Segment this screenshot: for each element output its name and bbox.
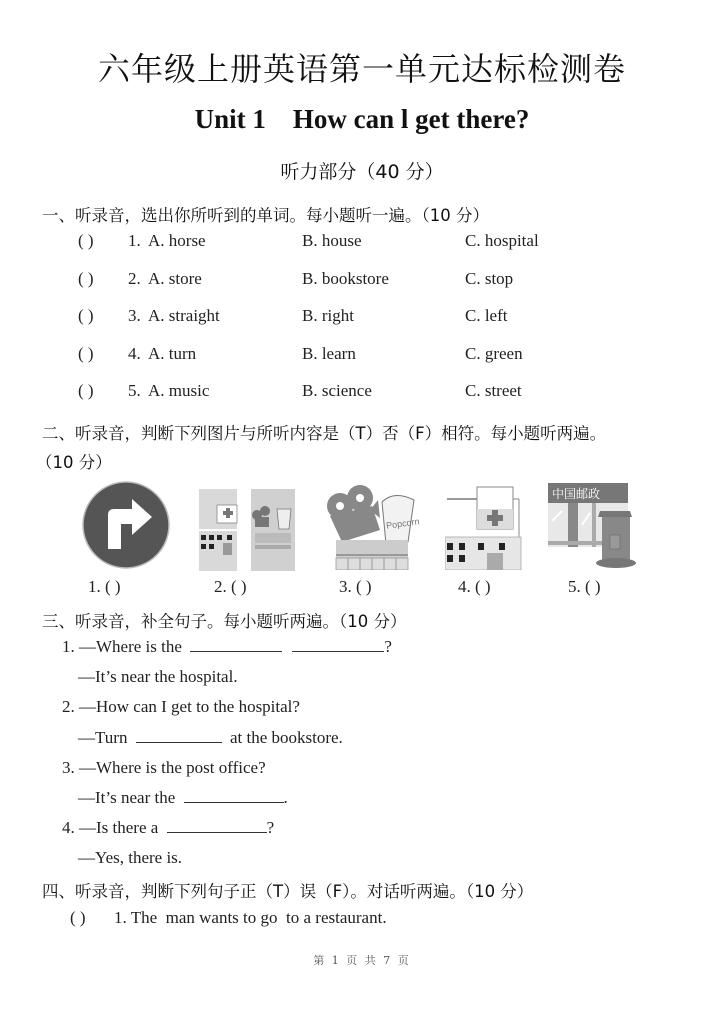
section3-heading: 三、听录音，补全句子。每小题听两遍。（10 分） bbox=[42, 612, 407, 631]
page-title-english: Unit 1 How can l get there? bbox=[194, 104, 530, 134]
post-office-icon bbox=[548, 481, 658, 571]
section4-item-1 bbox=[70, 908, 670, 928]
listening-part-title: 听力部分（40 分） bbox=[280, 161, 444, 183]
option-a: A. store bbox=[148, 269, 202, 288]
answer-blank[interactable] bbox=[184, 788, 284, 803]
picture-2-label[interactable]: 2. ( ) bbox=[214, 577, 247, 596]
option-c: C. stop bbox=[465, 269, 514, 288]
option-a: A. straight bbox=[148, 306, 220, 325]
option-b: B. science bbox=[302, 381, 372, 400]
section1-question-5 bbox=[78, 381, 678, 401]
section4-heading: 四、听录音，判断下列句子正（T）误（F）。对话听两遍。（10 分） bbox=[42, 882, 534, 901]
section3-item-3-question: 3. —Where is the post office? bbox=[62, 758, 266, 777]
page-number: 第 1 页 共 7 页 bbox=[313, 954, 411, 967]
cinema-icon bbox=[322, 484, 420, 570]
section3-item-1-question bbox=[62, 637, 392, 657]
section1-question-2 bbox=[78, 269, 678, 289]
option-c: C. left bbox=[465, 306, 508, 325]
section1-question-1 bbox=[78, 231, 678, 251]
picture-1-label[interactable]: 1. ( ) bbox=[88, 577, 121, 596]
answer-paren[interactable]: ( ) bbox=[78, 381, 94, 400]
option-a: A. horse bbox=[148, 231, 206, 250]
answer-blank[interactable] bbox=[190, 637, 282, 652]
question-number: 1. bbox=[128, 231, 141, 250]
section2-heading-line1: 二、听录音，判断下列图片与所听内容是（T）否（F）相符。每小题听两遍。 bbox=[42, 424, 607, 443]
hospital-icon bbox=[445, 485, 540, 570]
option-b: B. right bbox=[302, 306, 354, 325]
question-number: 2. bbox=[128, 269, 141, 288]
question-mark: ? bbox=[384, 637, 392, 656]
statement-text: 1. The man wants to go to a restaurant. bbox=[114, 908, 387, 927]
section3-item-1-answer: —It’s near the hospital. bbox=[78, 667, 238, 686]
section3-item-4-question bbox=[62, 818, 274, 838]
option-b: B. bookstore bbox=[302, 269, 389, 288]
section1-heading: 一、听录音，选出你所听到的单词。每小题听一遍。（10 分） bbox=[42, 206, 489, 225]
answer-suffix: at the bookstore. bbox=[229, 728, 343, 747]
answer-paren[interactable]: ( ) bbox=[78, 269, 94, 288]
option-c: C. street bbox=[465, 381, 522, 400]
question-text: 4. —Is there a bbox=[62, 818, 159, 837]
picture-3-label[interactable]: 3. ( ) bbox=[339, 577, 372, 596]
page-title-chinese: 六年级上册英语第一单元达标检测卷 bbox=[97, 50, 626, 88]
answer-paren[interactable]: ( ) bbox=[78, 344, 94, 363]
answer-blank[interactable] bbox=[167, 818, 267, 833]
question-number: 4. bbox=[128, 344, 141, 363]
option-a: A. turn bbox=[148, 344, 197, 363]
answer-paren[interactable]: ( ) bbox=[78, 231, 94, 250]
question-number: 3. bbox=[128, 306, 141, 325]
section3-item-2-question: 2. —How can I get to the hospital? bbox=[62, 697, 300, 716]
question-text: 1. —Where is the bbox=[62, 637, 182, 656]
section3-item-4-answer: —Yes, there is. bbox=[78, 848, 183, 867]
option-c: C. green bbox=[465, 344, 523, 363]
answer-prefix: —It’s near the bbox=[78, 788, 176, 807]
svg-text:Popcorn: Popcorn bbox=[385, 516, 420, 531]
answer-blank[interactable] bbox=[136, 728, 222, 743]
picture-4-label[interactable]: 4. ( ) bbox=[458, 577, 491, 596]
option-a: A. music bbox=[148, 381, 210, 400]
section1-question-3 bbox=[78, 306, 678, 326]
picture-5-label[interactable]: 5. ( ) bbox=[568, 577, 601, 596]
post-office-sign-text: 中国邮政 bbox=[552, 487, 601, 501]
answer-blank[interactable] bbox=[292, 637, 384, 652]
option-c: C. hospital bbox=[465, 231, 539, 250]
question-mark: ? bbox=[266, 818, 275, 837]
section2-heading-line2: （10 分） bbox=[36, 453, 112, 472]
section3-item-3-answer bbox=[78, 788, 288, 808]
answer-paren[interactable]: ( ) bbox=[70, 908, 86, 927]
hospital-and-cinema-icon bbox=[199, 489, 295, 571]
answer-prefix: —Turn bbox=[78, 728, 128, 747]
option-b: B. learn bbox=[302, 344, 356, 363]
answer-suffix: . bbox=[283, 788, 288, 807]
option-b: B. house bbox=[302, 231, 362, 250]
section1-question-4 bbox=[78, 344, 678, 364]
section3-item-2-answer bbox=[78, 728, 343, 748]
turn-right-sign-icon bbox=[80, 481, 172, 569]
question-number: 5. bbox=[128, 381, 141, 400]
answer-paren[interactable]: ( ) bbox=[78, 306, 94, 325]
